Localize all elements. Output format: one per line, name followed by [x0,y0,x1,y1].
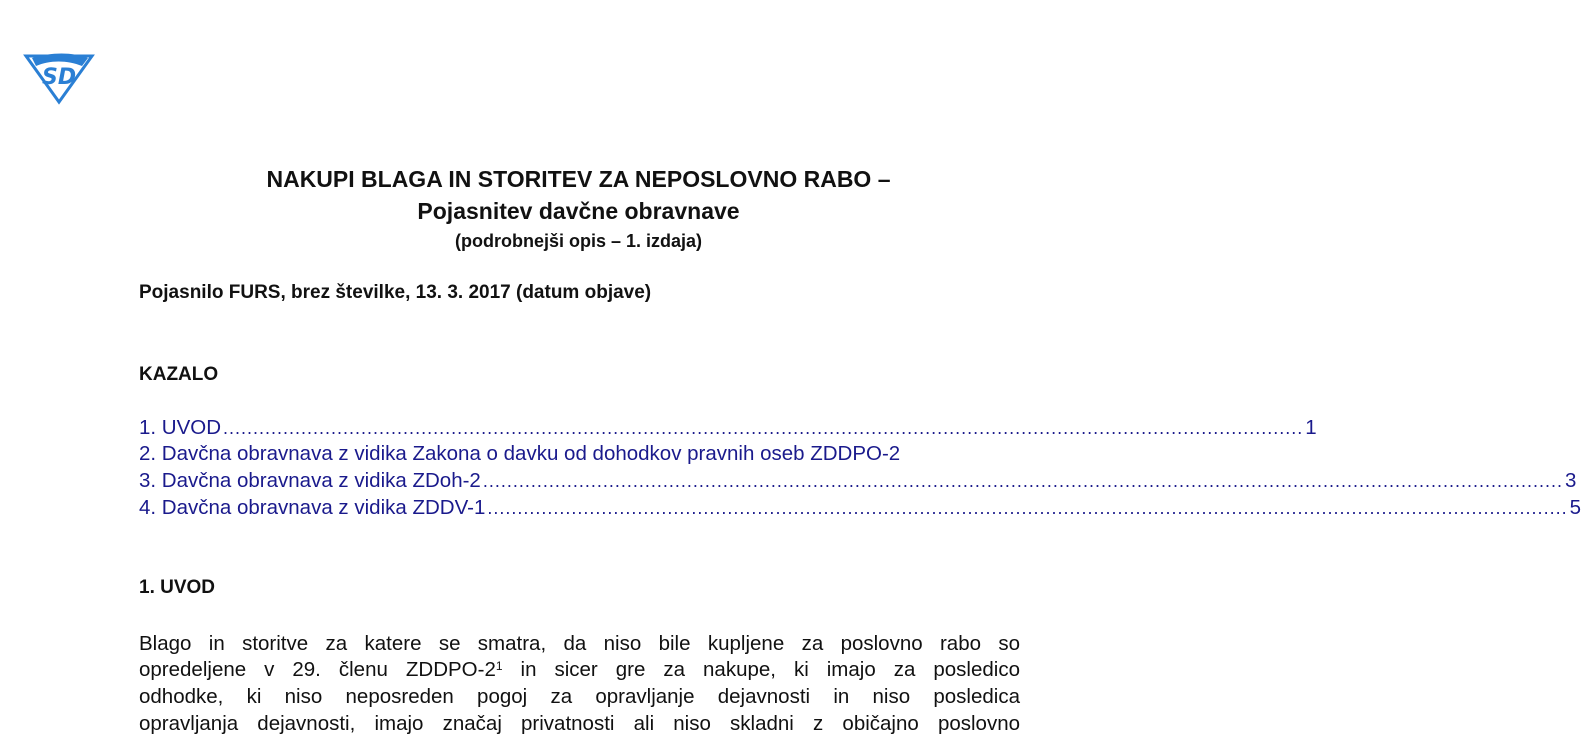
sd-shield-logo-icon [22,48,96,104]
toc-item-label[interactable]: 4. Davčna obravnava z vidika ZDDV-1 [139,496,486,519]
logo-lettering: SD [42,65,77,90]
toc-heading: KAZALO [139,364,219,385]
toc-item-3[interactable] [139,469,1577,495]
source-line: Pojasnilo FURS, brez številke, 13. 3. 2017 (datum objave) [139,282,652,303]
paragraph-line-3: odhodke, ki niso neposreden pogoj za opravljanje dejavnosti in niso posledica [139,685,1020,708]
paragraph-line-1: Blago in storitve za katere se smatra, da niso bile kupljene za poslovno rabo so [139,632,1020,655]
toc-leader-dots: .................................................................................................................................................................................... [223,418,1304,438]
toc-item-1[interactable] [139,416,1317,442]
toc-item-label[interactable]: 2. Davčna obravnava z vidika Zakona o davku od dohodkov pravnih oseb ZDDPO-2 [139,442,901,465]
paragraph-line-2-part-b: in sicer gre za nakupe, ki imajo za posledico [520,658,1020,681]
document-title-line-1: NAKUPI BLAGA IN STORITEV ZA NEPOSLOVNO RABO – [266,166,891,192]
toc-item-label[interactable]: 3. Davčna obravnava z vidika ZDoh-2 [139,469,481,492]
toc-item-4[interactable] [139,496,1581,522]
paragraph-line-4: opravljanja dejavnosti, imajo značaj privatnosti ali niso skladni z običajno poslovno [139,712,1020,735]
toc-leader-dots: .................................................................................................................................................................................... [487,498,1568,518]
toc-leader-dots: .................................................................................................................................................................................... [482,471,1564,491]
toc-item-2[interactable] [139,442,1020,468]
document-subtitle: (podrobnejši opis – 1. izdaja) [454,231,703,251]
toc-item-page[interactable]: 1 [1305,416,1317,439]
toc-item-label[interactable]: 1. UVOD [139,416,222,439]
toc-item-page[interactable]: 5 [1569,496,1581,519]
document-title-line-2: Pojasnitev davčne obravnave [417,198,740,224]
paragraph-line-2-part-a: opredeljene v 29. členu ZDDPO-2 [139,658,496,681]
paragraph-line-2 [139,657,1020,683]
section-1-heading: 1. UVOD [139,577,216,598]
footnote-ref[interactable]: 1 [495,659,503,673]
toc-item-page[interactable]: 3 [1565,469,1577,492]
